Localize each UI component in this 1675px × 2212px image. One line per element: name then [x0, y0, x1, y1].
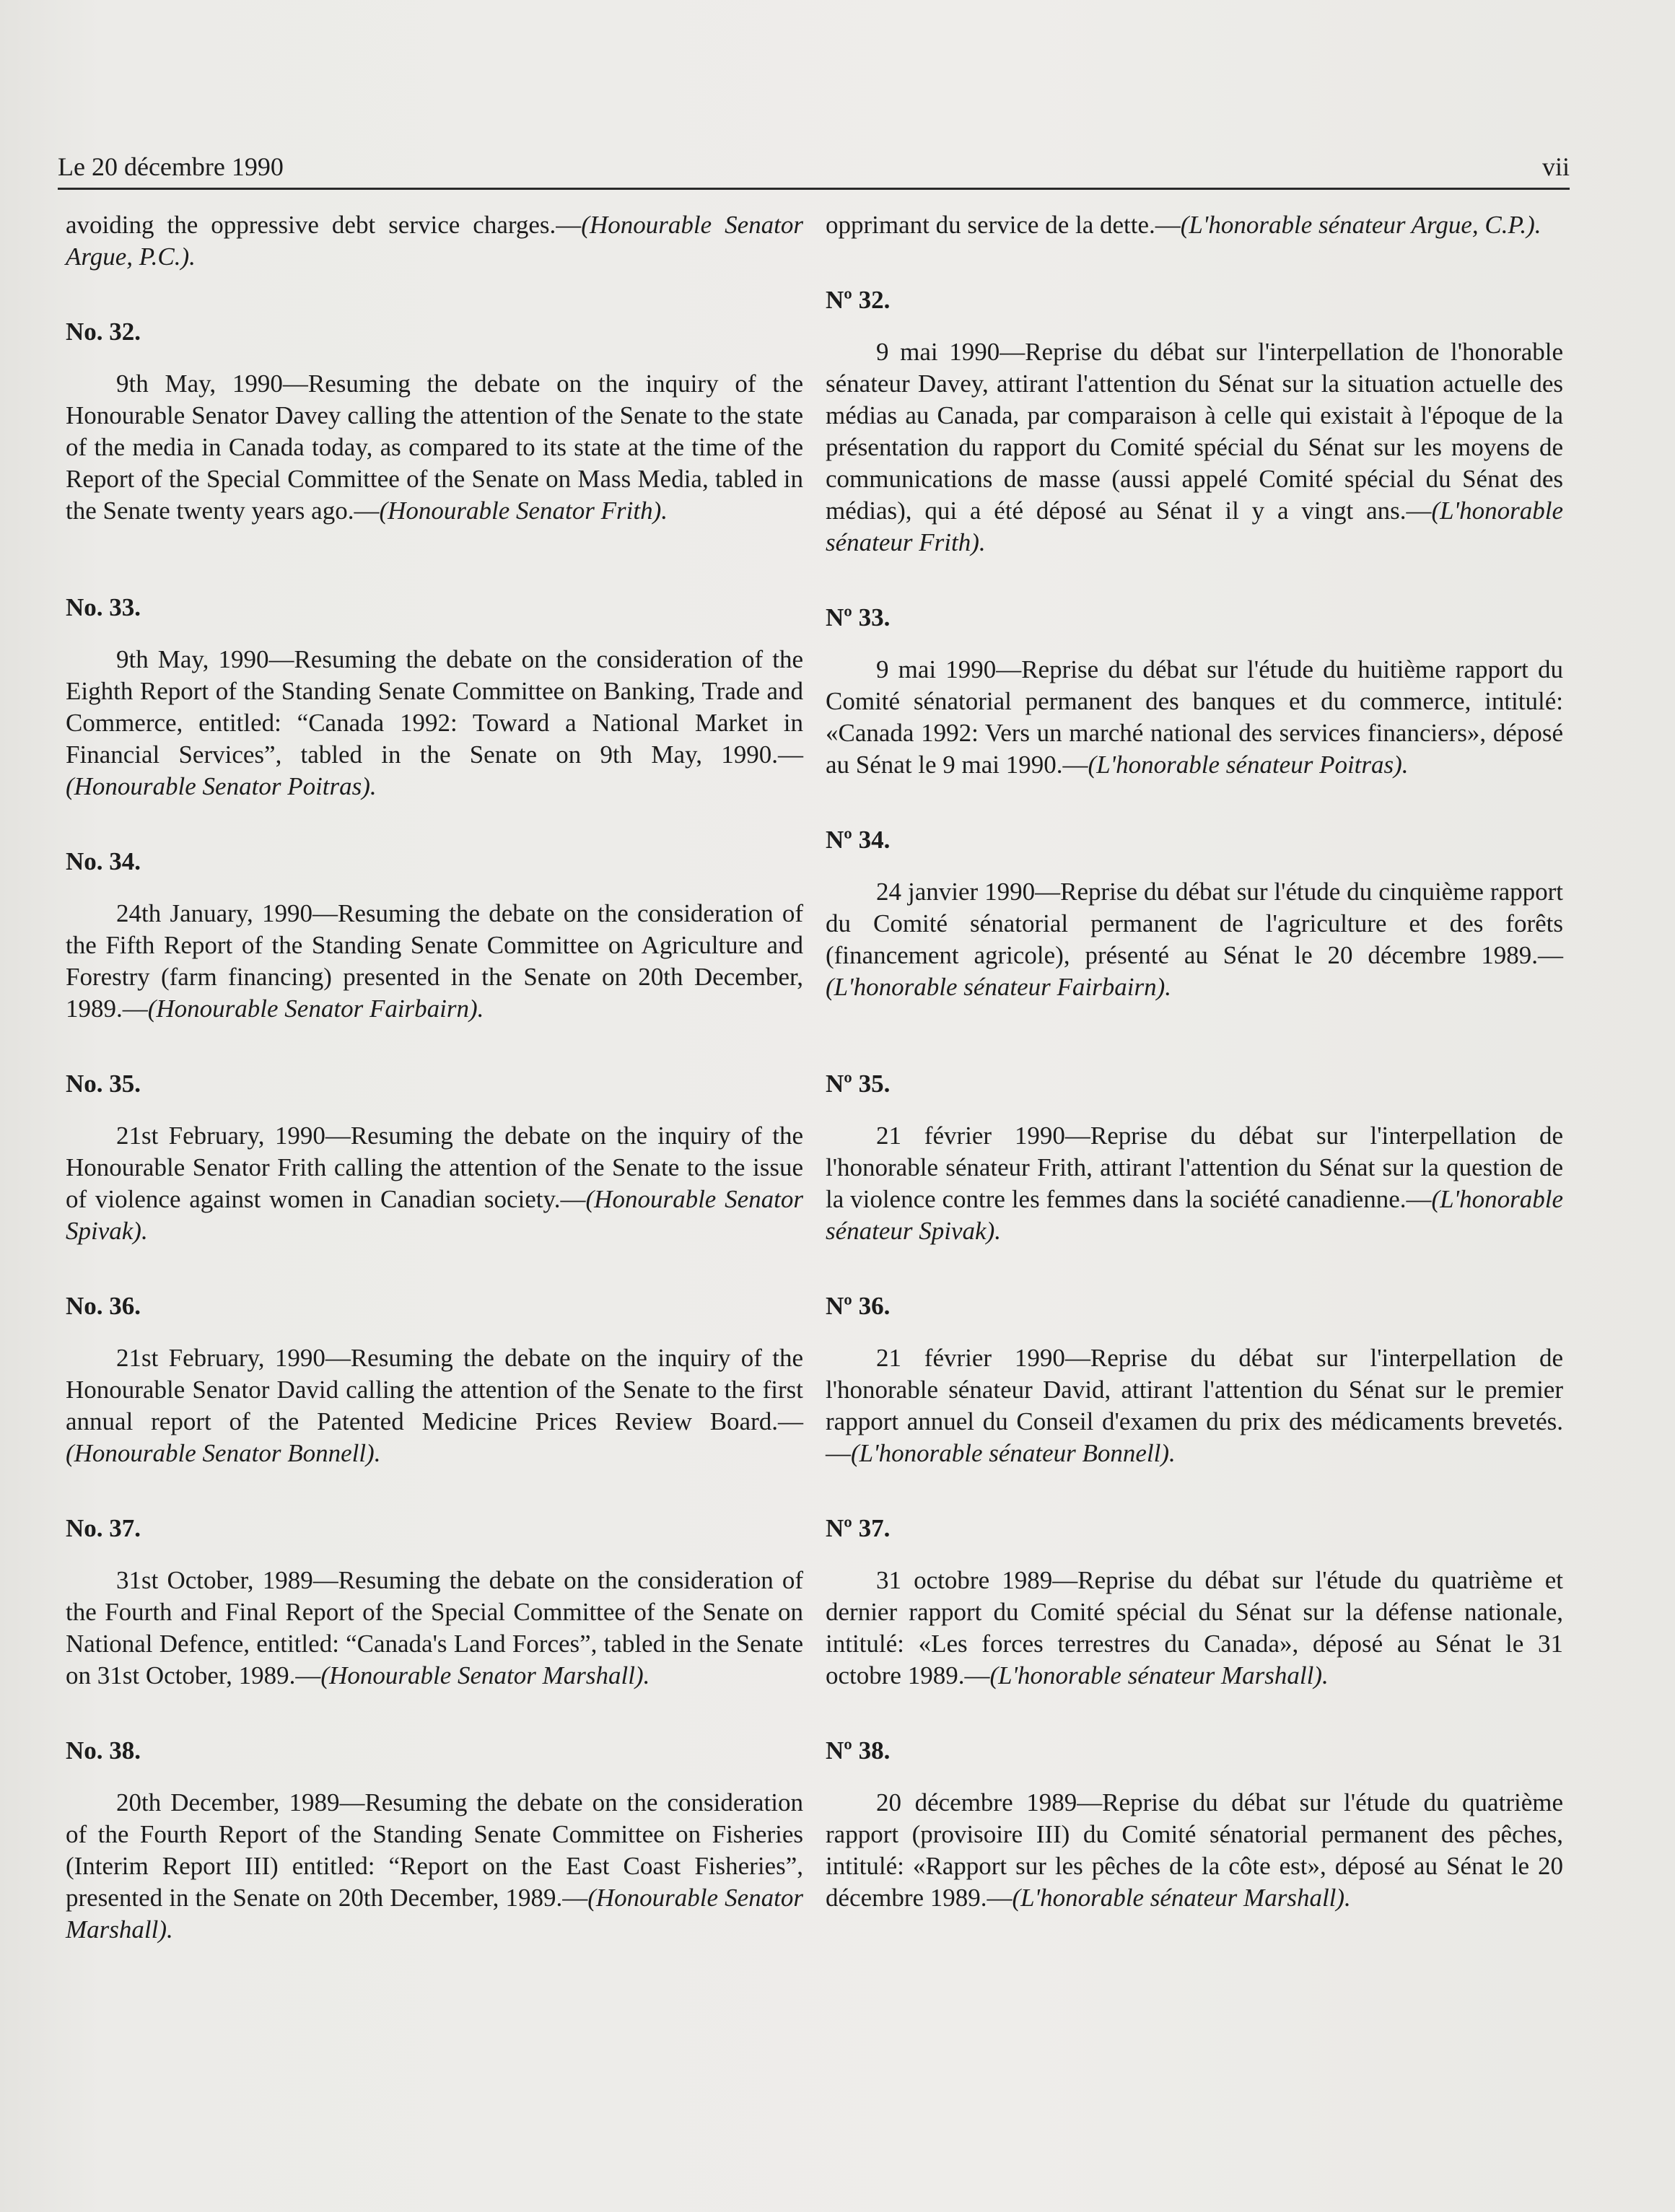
- item-text: 21st February, 1990—Resuming the debate on the inquiry of the Honourable Senator Frith calling the attention of the Senate to the issue of violence against women in Canadian society.—(Honourable Senator Spivak).: [66, 1122, 803, 1245]
- item-number: Nº 33.: [826, 603, 891, 631]
- item-text: 20th December, 1989—Resuming the debate on the consideration of the Fourth Report of the Standing Senate Committee on Fisheries (Interim Report III) entitled: “Report on the East Coast Fisheries”, presented in the Senate on 20th December, 1989.—(Honourable Senator Marshall).: [66, 1788, 803, 1944]
- page-header: [58, 144, 1570, 190]
- interpellation-item-38: [826, 1735, 1563, 1914]
- item-number: Nº 37.: [826, 1514, 891, 1542]
- header-date: Le 20 décembre 1990: [58, 152, 284, 181]
- english-column: [66, 209, 803, 1946]
- item-number: No. 32.: [66, 318, 141, 346]
- inquiry-item-35: [66, 1068, 803, 1247]
- item-text: 24 janvier 1990—Reprise du débat sur l'étude du cinquième rapport du Comité sénatorial permanent de l'agriculture et des forêts (financement agricole), présenté au Sénat le 20 décembre 1989.—(L'honorable sénateur Fairbairn).: [826, 878, 1563, 1001]
- item-number: Nº 35.: [826, 1070, 891, 1098]
- item-text: 9th May, 1990—Resuming the debate on the inquiry of the Honourable Senator Davey calling the attention of the Senate to the state of the media in Canada today, as compared to its state at the time of the Report of the Special Committee of the Senate on Mass Media, tabled in the Senate twenty years ago.—(Honourable Senator Frith).: [66, 370, 803, 525]
- interpellation-item-33: [826, 602, 1563, 781]
- item-text: 31st October, 1989—Resuming the debate on the consideration of the Fourth and Final Report of the Special Committee of the Senate on National Defence, entitled: “Canada's Land Forces”, tabled in the Senate on 31st October, 1989.—(Honourable Senator Marshall).: [66, 1566, 803, 1689]
- item-number: No. 33.: [66, 593, 141, 621]
- interpellation-item-32: [826, 284, 1563, 559]
- item-number: Nº 36.: [826, 1292, 891, 1320]
- item-number: No. 36.: [66, 1292, 141, 1320]
- item-text: 21 février 1990—Reprise du débat sur l'interpellation de l'honorable sénateur David, attirant l'attention du Sénat sur le premier rapport annuel du Conseil d'examen du prix des médicaments brevetés.—(L'honorable sénateur Bonnell).: [826, 1344, 1563, 1467]
- item-number: No. 34.: [66, 847, 141, 875]
- item-number: Nº 32.: [826, 286, 891, 314]
- inquiry-item-38: [66, 1735, 803, 1946]
- item-text: 20 décembre 1989—Reprise du débat sur l'étude du quatrième rapport (provisoire III) du Comité sénatorial permanent des pêches, intitulé: «Rapport sur les pêches de la côte est», déposé au Sénat le 20 décembre 1989.—(L'honorable sénateur Marshall).: [826, 1788, 1563, 1912]
- item-text: 9th May, 1990—Resuming the debate on the consideration of the Eighth Report of the Standing Senate Committee on Banking, Trade and Commerce, entitled: “Canada 1992: Toward a National Market in Financial Services”, tabled in the Senate on 9th May, 1990.—(Honourable Senator Poitras).: [66, 645, 803, 800]
- item-number: Nº 38.: [826, 1736, 891, 1765]
- interpellation-item-36: [826, 1290, 1563, 1469]
- item-number: No. 35.: [66, 1070, 141, 1098]
- french-column: [826, 209, 1563, 1914]
- item-text: 31 octobre 1989—Reprise du débat sur l'étude du quatrième et dernier rapport du Comité spécial du Sénat sur la défense nationale, intitulé: «Les forces terrestres du Canada», déposé au Sénat le 31 octobre 1989.—(L'honorable sénateur Marshall).: [826, 1566, 1563, 1689]
- page-number: vii: [1541, 152, 1570, 181]
- continuation-text: avoiding the oppressive debt service charges.—(Honourable Senator Argue, P.C.).: [66, 211, 803, 271]
- continuation-text: opprimant du service de la dette.—(L'honorable sénateur Argue, C.P.).: [826, 211, 1541, 239]
- inquiry-item-36: [66, 1290, 803, 1469]
- item-number: No. 37.: [66, 1514, 141, 1542]
- inquiry-item-34: [66, 846, 803, 1025]
- item-text: 21st February, 1990—Resuming the debate on the inquiry of the Honourable Senator David calling the attention of the Senate to the first annual report of the Patented Medicine Prices Review Board.—(Honourable Senator Bonnell).: [66, 1344, 803, 1467]
- item-number: Nº 34.: [826, 826, 891, 854]
- interpellation-item-37: [826, 1513, 1563, 1692]
- inquiry-item-32: [66, 316, 803, 527]
- item-text: 9 mai 1990—Reprise du débat sur l'interpellation de l'honorable sénateur Davey, attirant l'attention du Sénat sur la situation actuelle des médias au Canada, par comparaison à celle qui existait à l'époque de la présentation du rapport du Comité spécial du Sénat sur les moyens de communications de masse (aussi appelé Comité spécial du Sénat des médias), qui a été déposé au Sénat il y a vingt ans.—(L'honorable sénateur Frith).: [826, 338, 1563, 556]
- inquiry-item-37: [66, 1513, 803, 1692]
- item-number: No. 38.: [66, 1736, 141, 1765]
- inquiry-item-33: [66, 592, 803, 803]
- interpellation-item-34: [826, 824, 1563, 1003]
- item-text: 24th January, 1990—Resuming the debate on the consideration of the Fifth Report of the Standing Senate Committee on Agriculture and Forestry (farm financing) presented in the Senate on 20th December, 1989.—(Honourable Senator Fairbairn).: [66, 899, 803, 1023]
- item-text: 9 mai 1990—Reprise du débat sur l'étude du huitième rapport du Comité sénatorial permanent des banques et du commerce, intitulé: «Canada 1992: Vers un marché national des services financiers», déposé au Sénat le 9 mai 1990.—(L'honorable sénateur Poitras).: [826, 655, 1563, 779]
- interpellation-item-35: [826, 1068, 1563, 1247]
- item-text: 21 février 1990—Reprise du débat sur l'interpellation de l'honorable sénateur Frith, attirant l'attention du Sénat sur la question de la violence contre les femmes dans la société canadienne.—(L'honorable sénateur Spivak).: [826, 1122, 1563, 1245]
